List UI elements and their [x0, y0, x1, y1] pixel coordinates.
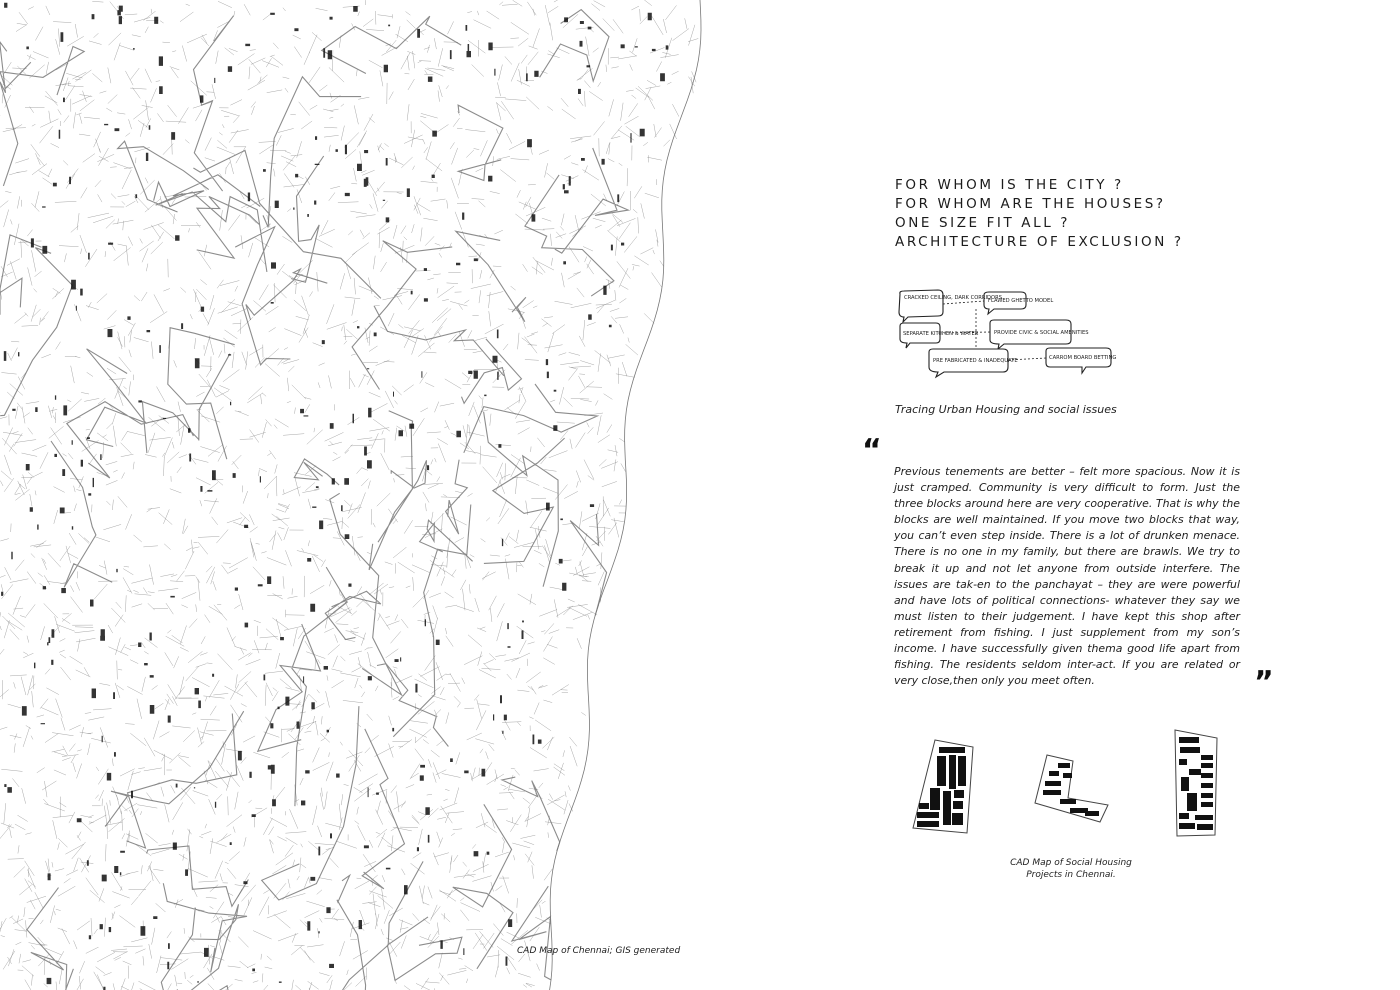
site-plan-3: [1175, 730, 1217, 836]
social-housing-site-plans: [895, 725, 1235, 840]
close-quote-mark: ”: [1254, 665, 1274, 700]
sketch-label: FLAWED GHETTO MODEL: [988, 298, 1054, 304]
sketch-caption: Tracing Urban Housing and social issues: [895, 403, 1117, 416]
sketch-label: PRE FABRICATED & INADEQUATE: [933, 358, 1018, 364]
site-plans-caption: [1001, 857, 1141, 881]
sketch-label: CRACKED CEILING, DARK CORRIDORS: [904, 295, 1002, 301]
heading-line: ONE SIZE FIT ALL ?: [895, 215, 1070, 231]
heading-block: [895, 176, 1184, 252]
sketch-label: CARROM BOARD BETTING: [1049, 355, 1117, 361]
sketch-label: PROVIDE CIVIC & SOCIAL AMENITIES: [994, 330, 1089, 336]
sketch-label: SEPARATE KITCHEN & WATER: [903, 331, 979, 337]
issues-sketch-diagram: [896, 288, 1120, 382]
site-plan-1: [913, 740, 973, 833]
site-plan-2: [1035, 755, 1108, 822]
heading-line: ARCHITECTURE OF EXCLUSION ?: [895, 234, 1184, 250]
open-quote-mark: “: [862, 433, 882, 468]
heading-line: FOR WHOM IS THE CITY ?: [895, 177, 1124, 193]
site-plans-caption-line: Projects in Chennai.: [1026, 870, 1116, 880]
site-plans-caption-line: CAD Map of Social Housing: [1010, 858, 1132, 868]
interview-quote: Previous tenements are better – felt more spacious. Now it is just cramped. Community is very difficult to form. Just the three blocks around here are very cooperative. That is why the blocks are well maintained. If you move two blocks that way, you can’t even step inside. There is a lot of drunken menace. There is no one in my family, but there are brawls. We try to break it up and not let anyone from outside interfere. The issues are tak-en to the panchayat – they are were powerful and have lots of political connections- whatever they say we must listen to their judgement. I have kept this shop after retirement from fishing. I just supplement from my son’s income. I have successfully given thema good life apart from fishing. The residents seldom inter-act. If you are related or very close,then only you meet often.: [894, 465, 1240, 688]
map-caption: CAD Map of Chennai; GIS generated: [517, 946, 681, 956]
heading-line: FOR WHOM ARE THE HOUSES?: [895, 196, 1166, 212]
